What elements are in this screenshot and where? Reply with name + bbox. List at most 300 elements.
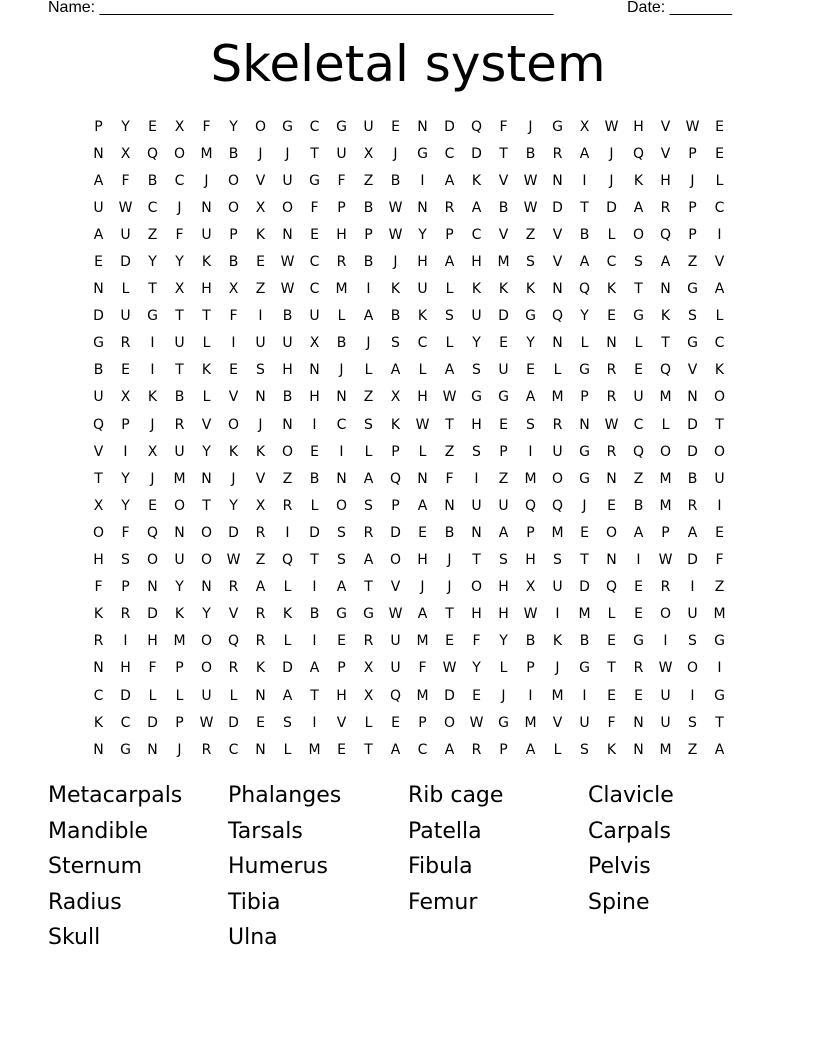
grid-letter: D xyxy=(228,714,239,731)
grid-letter: R xyxy=(255,633,266,650)
grid-letter: O xyxy=(389,552,402,569)
grid-letter: N xyxy=(282,416,293,433)
grid-letter: P xyxy=(364,226,373,243)
grid-letter: E xyxy=(634,687,643,704)
word-list-item: Patella xyxy=(408,818,482,844)
grid-letter: B xyxy=(579,226,590,243)
grid-letter: E xyxy=(256,714,265,731)
grid-letter: U xyxy=(201,687,212,704)
grid-letter: N xyxy=(633,741,644,758)
grid-letter: E xyxy=(310,443,319,460)
grid-letter: Y xyxy=(580,308,589,325)
grid-letter: L xyxy=(310,497,319,514)
grid-letter: S xyxy=(472,443,481,460)
grid-letter: T xyxy=(580,199,589,216)
grid-letter: G xyxy=(93,335,104,352)
grid-letter: L xyxy=(283,579,292,596)
grid-letter: I xyxy=(528,443,533,460)
grid-letter: R xyxy=(255,524,266,541)
grid-letter: U xyxy=(660,714,671,731)
grid-letter: P xyxy=(688,199,697,216)
grid-letter: L xyxy=(121,281,130,298)
grid-letter: G xyxy=(579,362,590,379)
grid-letter: N xyxy=(201,470,212,487)
grid-letter: I xyxy=(312,714,317,731)
word-list-item: Femur xyxy=(408,889,478,915)
grid-letter: C xyxy=(120,714,131,731)
grid-letter: O xyxy=(605,524,618,541)
grid-letter: O xyxy=(146,552,159,569)
grid-letter: A xyxy=(363,470,374,487)
grid-letter: E xyxy=(148,118,157,135)
grid-letter: Q xyxy=(389,687,402,704)
grid-letter: N xyxy=(606,470,617,487)
grid-letter: O xyxy=(92,524,105,541)
grid-letter: S xyxy=(364,497,373,514)
grid-letter: S xyxy=(337,552,346,569)
grid-letter: V xyxy=(552,714,563,731)
grid-letter: O xyxy=(686,660,699,677)
grid-letter: H xyxy=(633,118,644,135)
grid-letter: J xyxy=(393,254,398,271)
grid-letter: I xyxy=(717,497,722,514)
grid-letter: B xyxy=(282,308,293,325)
grid-letter: J xyxy=(285,145,290,162)
grid-letter: S xyxy=(688,714,697,731)
grid-letter: L xyxy=(364,714,373,731)
grid-letter: S xyxy=(526,416,535,433)
grid-letter: E xyxy=(607,308,616,325)
grid-letter: U xyxy=(282,335,293,352)
grid-letter: D xyxy=(390,524,401,541)
grid-letter: X xyxy=(363,660,374,677)
grid-letter: G xyxy=(714,633,725,650)
grid-letter: J xyxy=(582,497,587,514)
grid-letter: E xyxy=(148,497,157,514)
grid-letter: U xyxy=(471,497,482,514)
grid-letter: K xyxy=(282,606,293,623)
grid-letter: N xyxy=(579,416,590,433)
grid-letter: L xyxy=(283,633,292,650)
grid-letter: G xyxy=(282,118,293,135)
grid-letter: C xyxy=(147,199,158,216)
grid-letter: F xyxy=(499,118,508,135)
grid-letter: N xyxy=(606,335,617,352)
grid-letter: N xyxy=(471,524,482,541)
grid-letter: D xyxy=(687,416,698,433)
grid-letter: F xyxy=(418,660,427,677)
grid-letter: P xyxy=(580,389,589,406)
grid-letter: C xyxy=(417,335,428,352)
grid-letter: F xyxy=(202,118,211,135)
grid-letter: P xyxy=(121,416,130,433)
grid-letter: B xyxy=(336,335,347,352)
grid-letter: X xyxy=(525,579,536,596)
grid-letter: P xyxy=(229,226,238,243)
grid-letter: R xyxy=(633,660,644,677)
grid-letter: J xyxy=(690,172,695,189)
grid-letter: H xyxy=(471,416,482,433)
grid-letter: R xyxy=(552,416,563,433)
grid-letter: H xyxy=(120,660,131,677)
grid-letter: W xyxy=(388,606,403,623)
grid-letter: S xyxy=(364,416,373,433)
grid-letter: B xyxy=(444,524,455,541)
grid-letter: U xyxy=(336,145,347,162)
grid-letter: G xyxy=(633,308,644,325)
grid-letter: Q xyxy=(659,362,672,379)
grid-letter: E xyxy=(634,606,643,623)
grid-letter: X xyxy=(120,389,131,406)
grid-letter: L xyxy=(337,308,346,325)
grid-letter: I xyxy=(150,362,155,379)
grid-letter: D xyxy=(309,524,320,541)
grid-letter: H xyxy=(201,281,212,298)
grid-letter: X xyxy=(390,389,401,406)
grid-letter: Z xyxy=(687,254,698,271)
grid-letter: F xyxy=(472,633,481,650)
grid-letter: L xyxy=(418,362,427,379)
grid-letter: U xyxy=(174,552,185,569)
grid-letter: H xyxy=(498,579,509,596)
grid-letter: G xyxy=(471,389,482,406)
grid-letter: D xyxy=(579,579,590,596)
word-list-item: Sternum xyxy=(48,854,143,879)
grid-letter: Q xyxy=(632,443,645,460)
grid-letter: Q xyxy=(146,524,159,541)
grid-letter: D xyxy=(228,524,239,541)
grid-letter: W xyxy=(388,226,403,243)
grid-letter: E xyxy=(634,362,643,379)
grid-letter: Q xyxy=(281,552,294,569)
grid-letter: J xyxy=(393,145,398,162)
grid-letter: Y xyxy=(418,226,427,243)
grid-letter: M xyxy=(659,470,672,487)
grid-letter: M xyxy=(578,606,591,623)
grid-letter: Z xyxy=(525,226,536,243)
grid-letter: J xyxy=(447,579,452,596)
grid-letter: J xyxy=(258,145,263,162)
grid-letter: T xyxy=(175,308,184,325)
grid-letter: P xyxy=(121,579,130,596)
grid-letter: B xyxy=(687,470,698,487)
grid-letter: K xyxy=(228,443,239,460)
grid-letter: G xyxy=(498,389,509,406)
grid-letter: G xyxy=(687,335,698,352)
grid-letter: D xyxy=(606,199,617,216)
grid-letter: V xyxy=(687,362,698,379)
grid-letter: V xyxy=(228,389,239,406)
grid-letter: A xyxy=(633,199,644,216)
grid-letter: S xyxy=(688,308,697,325)
grid-letter: F xyxy=(121,172,130,189)
grid-letter: O xyxy=(227,172,240,189)
grid-letter: S xyxy=(499,552,508,569)
grid-letter: Z xyxy=(363,172,374,189)
grid-letter: U xyxy=(93,199,104,216)
grid-letter: W xyxy=(685,118,700,135)
grid-letter: A xyxy=(282,687,293,704)
grid-letter: W xyxy=(280,281,295,298)
grid-letter: W xyxy=(442,660,457,677)
grid-letter: K xyxy=(174,606,185,623)
grid-letter: G xyxy=(336,118,347,135)
grid-letter: Z xyxy=(255,552,266,569)
grid-letter: F xyxy=(337,172,346,189)
grid-letter: A xyxy=(471,199,482,216)
grid-letter: T xyxy=(94,470,103,487)
grid-letter: K xyxy=(471,172,482,189)
grid-letter: Y xyxy=(526,335,535,352)
grid-letter: L xyxy=(229,687,238,704)
grid-letter: I xyxy=(582,172,587,189)
grid-letter: R xyxy=(606,443,617,460)
grid-letter: N xyxy=(336,470,347,487)
grid-letter: K xyxy=(633,172,644,189)
grid-letter: P xyxy=(94,118,103,135)
word-list-item: Clavicle xyxy=(588,783,674,808)
grid-letter: T xyxy=(364,741,373,758)
grid-letter: N xyxy=(417,199,428,216)
grid-letter: K xyxy=(525,281,536,298)
grid-letter: E xyxy=(607,633,616,650)
grid-letter: K xyxy=(471,281,482,298)
grid-letter: X xyxy=(120,145,131,162)
grid-letter: F xyxy=(310,199,319,216)
grid-letter: D xyxy=(282,660,293,677)
grid-letter: E xyxy=(607,497,616,514)
word-list-item: Pelvis xyxy=(588,854,651,879)
grid-letter: K xyxy=(660,308,671,325)
grid-letter: E xyxy=(634,579,643,596)
grid-letter: E xyxy=(580,524,589,541)
grid-letter: P xyxy=(661,524,670,541)
grid-letter: Q xyxy=(92,416,105,433)
grid-letter: Y xyxy=(121,470,130,487)
word-list-item: Humerus xyxy=(228,854,328,879)
grid-letter: M xyxy=(173,470,186,487)
grid-letter: G xyxy=(498,714,509,731)
grid-letter: I xyxy=(555,606,560,623)
grid-letter: R xyxy=(444,199,455,216)
grid-letter: H xyxy=(336,687,347,704)
grid-letter: E xyxy=(499,416,508,433)
word-list-item: Spine xyxy=(588,889,650,915)
grid-letter: U xyxy=(417,281,428,298)
grid-letter: C xyxy=(714,199,725,216)
grid-letter: R xyxy=(660,199,671,216)
grid-letter: A xyxy=(579,254,590,271)
grid-letter: L xyxy=(364,362,373,379)
grid-letter: O xyxy=(227,199,240,216)
grid-letter: W xyxy=(523,172,538,189)
grid-letter: T xyxy=(661,335,670,352)
grid-letter: A xyxy=(363,308,374,325)
word-list-item: Phalanges xyxy=(228,783,342,808)
grid-letter: P xyxy=(391,443,400,460)
grid-letter: W xyxy=(658,660,673,677)
grid-letter: G xyxy=(579,443,590,460)
page-title: Skeletal system xyxy=(210,35,606,93)
grid-letter: N xyxy=(552,172,563,189)
grid-letter: D xyxy=(687,443,698,460)
grid-letter: N xyxy=(255,687,266,704)
grid-letter: J xyxy=(339,362,344,379)
grid-letter: O xyxy=(200,633,213,650)
grid-letter: V xyxy=(552,254,563,271)
grid-letter: R xyxy=(120,335,131,352)
grid-letter: O xyxy=(632,226,645,243)
grid-letter: G xyxy=(579,660,590,677)
grid-letter: N xyxy=(93,660,104,677)
grid-letter: G xyxy=(309,172,320,189)
grid-letter: Z xyxy=(363,389,374,406)
grid-letter: T xyxy=(472,552,481,569)
grid-letter: J xyxy=(231,470,236,487)
grid-letter: P xyxy=(526,660,535,677)
letter-grid xyxy=(85,113,733,763)
grid-letter: S xyxy=(526,254,535,271)
grid-letter: X xyxy=(363,145,374,162)
grid-letter: Y xyxy=(472,335,481,352)
grid-letter: D xyxy=(498,308,509,325)
grid-letter: R xyxy=(120,606,131,623)
grid-letter: I xyxy=(123,443,128,460)
grid-letter: L xyxy=(175,687,184,704)
grid-letter: M xyxy=(524,470,537,487)
grid-letter: N xyxy=(282,226,293,243)
grid-letter: I xyxy=(312,416,317,433)
grid-letter: M xyxy=(551,687,564,704)
grid-letter: L xyxy=(445,335,454,352)
grid-letter: T xyxy=(580,552,589,569)
grid-letter: C xyxy=(228,741,239,758)
grid-letter: A xyxy=(336,579,347,596)
grid-letter: I xyxy=(663,633,668,650)
grid-letter: J xyxy=(204,172,209,189)
grid-letter: M xyxy=(173,633,186,650)
grid-letter: B xyxy=(579,633,590,650)
grid-letter: N xyxy=(417,470,428,487)
grid-letter: N xyxy=(552,335,563,352)
grid-letter: N xyxy=(255,741,266,758)
grid-letter: M xyxy=(551,524,564,541)
grid-letter: K xyxy=(390,281,401,298)
grid-letter: I xyxy=(312,579,317,596)
grid-letter: Z xyxy=(147,226,158,243)
date-field-label: Date: _______ xyxy=(627,0,732,16)
grid-letter: M xyxy=(659,389,672,406)
grid-letter: O xyxy=(254,118,267,135)
grid-letter: C xyxy=(309,118,320,135)
grid-letter: S xyxy=(337,524,346,541)
grid-letter: B xyxy=(174,389,185,406)
grid-letter: J xyxy=(150,416,155,433)
grid-letter: S xyxy=(634,254,643,271)
grid-letter: U xyxy=(714,470,725,487)
grid-letter: U xyxy=(120,226,131,243)
grid-letter: G xyxy=(579,470,590,487)
grid-letter: H xyxy=(660,172,671,189)
grid-letter: L xyxy=(148,687,157,704)
grid-letter: V xyxy=(228,606,239,623)
grid-letter: H xyxy=(147,633,158,650)
grid-letter: Y xyxy=(202,443,211,460)
grid-letter: R xyxy=(471,741,482,758)
grid-letter: S xyxy=(121,552,130,569)
grid-letter: P xyxy=(418,714,427,731)
grid-letter: U xyxy=(579,714,590,731)
grid-letter: H xyxy=(471,254,482,271)
grid-letter: P xyxy=(337,660,346,677)
grid-letter: U xyxy=(498,362,509,379)
grid-letter: D xyxy=(147,714,158,731)
grid-letter: E xyxy=(337,741,346,758)
grid-letter: Q xyxy=(551,308,564,325)
grid-letter: U xyxy=(120,308,131,325)
grid-letter: V xyxy=(255,470,266,487)
grid-letter: F xyxy=(715,552,724,569)
grid-letter: E xyxy=(229,362,238,379)
grid-letter: A xyxy=(444,254,455,271)
grid-letter: U xyxy=(201,226,212,243)
grid-letter: V xyxy=(93,443,104,460)
grid-letter: M xyxy=(713,606,726,623)
grid-letter: A xyxy=(417,497,428,514)
grid-letter: H xyxy=(417,552,428,569)
grid-letter: V xyxy=(255,172,266,189)
grid-letter: E xyxy=(715,524,724,541)
grid-letter: H xyxy=(282,362,293,379)
grid-letter: C xyxy=(417,741,428,758)
grid-letter: I xyxy=(150,335,155,352)
grid-letter: A xyxy=(417,606,428,623)
grid-letter: D xyxy=(552,199,563,216)
grid-letter: R xyxy=(606,362,617,379)
grid-letter: T xyxy=(310,552,319,569)
grid-letter: N xyxy=(417,118,428,135)
grid-letter: P xyxy=(688,145,697,162)
grid-letter: O xyxy=(443,714,456,731)
grid-letter: Y xyxy=(121,118,130,135)
grid-letter: O xyxy=(200,552,213,569)
grid-letter: H xyxy=(498,606,509,623)
grid-letter: X xyxy=(579,118,590,135)
grid-letter: C xyxy=(714,335,725,352)
grid-letter: H xyxy=(93,552,104,569)
grid-letter: C xyxy=(174,172,185,189)
grid-letter: O xyxy=(281,199,294,216)
grid-letter: R xyxy=(687,497,698,514)
grid-letter: N xyxy=(444,497,455,514)
grid-letter: T xyxy=(445,416,454,433)
grid-letter: J xyxy=(528,118,533,135)
grid-letter: O xyxy=(713,443,726,460)
grid-letter: L xyxy=(553,741,562,758)
grid-letter: U xyxy=(93,389,104,406)
grid-letter: J xyxy=(150,470,155,487)
grid-letter: K xyxy=(606,741,617,758)
grid-letter: J xyxy=(609,145,614,162)
grid-letter: N xyxy=(93,741,104,758)
grid-letter: X xyxy=(174,281,185,298)
grid-letter: X xyxy=(255,497,266,514)
grid-letter: E xyxy=(121,362,130,379)
grid-letter: W xyxy=(199,714,214,731)
grid-letter: K xyxy=(606,281,617,298)
grid-letter: L xyxy=(202,335,211,352)
grid-letter: E xyxy=(472,687,481,704)
